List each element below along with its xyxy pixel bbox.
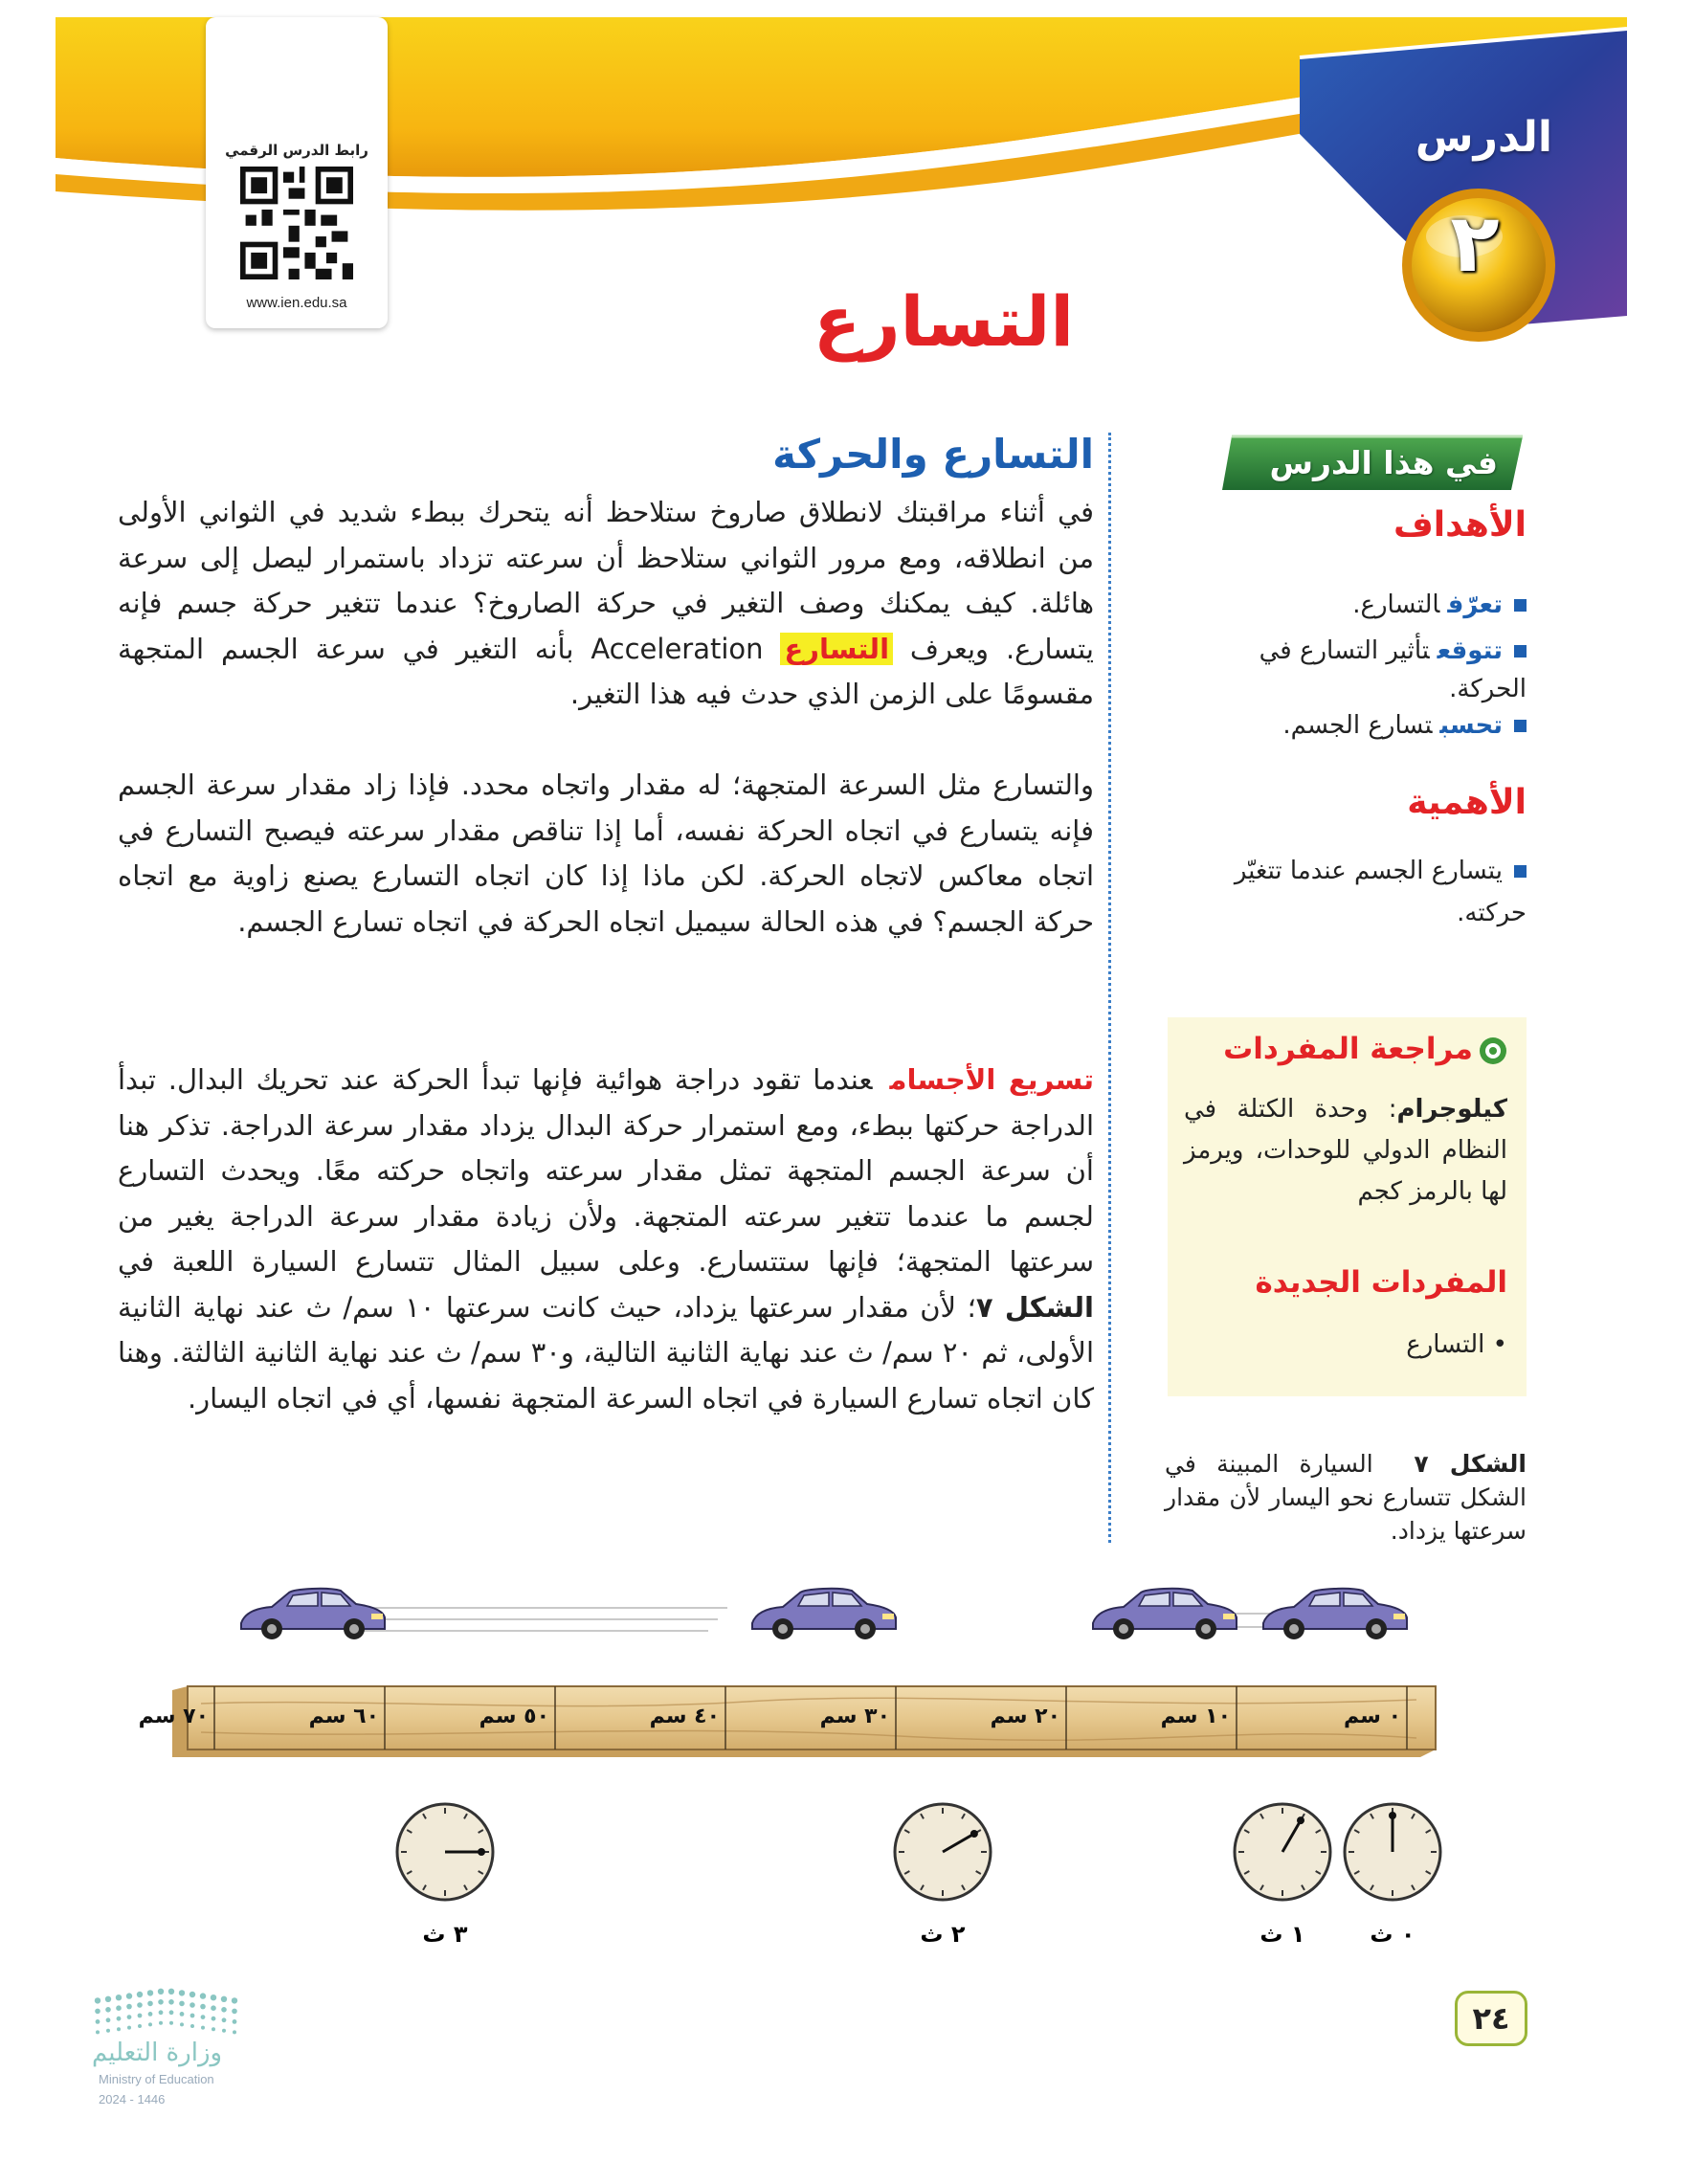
ruler-label: ٢٠ سم bbox=[990, 1705, 1060, 1728]
stopwatch-icon bbox=[895, 1804, 991, 1948]
column-divider bbox=[1108, 433, 1111, 1543]
qr-code-icon[interactable] bbox=[240, 167, 353, 279]
figure-caption: الشكل ٧ السيارة المبينة في الشكل تتسارع نحو اليسار لأن مقدار سرعتها يزداد. bbox=[1165, 1450, 1527, 1545]
bullet-square-icon bbox=[1514, 645, 1527, 657]
lesson-number: ٢ bbox=[1450, 196, 1500, 290]
importance-title: الأهمية bbox=[1407, 783, 1527, 822]
highlighted-term: التسارع bbox=[780, 633, 893, 665]
vocab-review-icon bbox=[1479, 1036, 1507, 1065]
time-label: ١ ث bbox=[1259, 1921, 1305, 1948]
paragraph-1: في أثناء مراقبتك لانطلاق صاروخ ستلاحظ أنه يتحرك ببطء شديد في الثواني الأولى من انطلاقه، ومع مرور الثواني ستلاحظ أن سرعته تزداد باستمرار ليصل إلى سرعة هائلة. كيف يمكنك وصف التغير في حركة الصاروخ؟ عندما تتغير حركة جسم فإنه يتسارع. ويعرف التسارع Acceleration بأنه التغير في سرعة الجسم المتجهة مقسومًا على الزمن الذي حدث فيه هذا التغير. bbox=[118, 496, 1095, 710]
toy-car bbox=[1093, 1589, 1237, 1639]
clocks bbox=[397, 1804, 1440, 1948]
vocab-review-definition: كيلوجرام: وحدة الكتلة في النظام الدولي للوحدات، ويرمز لها بالرمز كجم bbox=[1184, 1095, 1507, 1206]
new-vocab-item: • التسارع bbox=[1406, 1330, 1507, 1359]
toy-car bbox=[1263, 1589, 1407, 1639]
objective-item: تحسبتسارع الجسم. bbox=[1201, 706, 1527, 745]
figure-label: الشكل ٧ bbox=[1414, 1450, 1527, 1478]
time-label: ٣ ث bbox=[422, 1921, 468, 1948]
ruler-label: ١٠ سم bbox=[1160, 1705, 1231, 1728]
ministry-year: 2024 - 1446 bbox=[99, 2092, 166, 2106]
paragraph-lead: تسريع الأجسام bbox=[889, 1063, 1094, 1096]
ministry-name-en: Ministry of Education bbox=[99, 2072, 214, 2086]
ministry-name-ar: وزارة التعليم bbox=[92, 2039, 223, 2067]
ruler-label: ٧٠ سم bbox=[138, 1705, 209, 1728]
page-number: ٢٤ bbox=[1455, 1991, 1527, 2046]
toy-car bbox=[752, 1589, 896, 1639]
section-heading: التسارع والحركة bbox=[772, 431, 1094, 478]
bullet-square-icon bbox=[1514, 720, 1527, 732]
objective-item: تعرّفالتسارع. bbox=[1201, 586, 1527, 624]
ruler-label: ٣٠ سم bbox=[819, 1705, 890, 1728]
stopwatch-icon bbox=[1345, 1804, 1440, 1948]
paragraph-3: تسريع الأجسامعندما تقود دراجة هوائية فإنها تبدأ الحركة عند تحريك البدال. تبدأ الدراجة حركتها ببطء، ومع استمرار حركة البدال يزداد مقدار سرعة الدراجة. تذكر هنا أن سرعة الجسم المتجهة تمثل مقدار سرعته واتجاه حركته معًا. ويحدث التسارع لجسم ما عندما تتغير سرعته المتجهة. ولأن زيادة مقدار سرعة الدراجة يغير من سرعتها المتجهة؛ فإنها ستتسارع. وعلى سبيل المثال تتسارع السيارة اللعبة في الشكل ٧؛ لأن مقدار سرعتها يزداد، حيث كانت سرعتها ١٠ سم/ ث عند نهاية الثانية الأولى، ثم ٢٠ سم/ ث عند نهاية الثانية التالية، و٣٠ سم/ ث عند نهاية الثانية الثالثة. وهنا كان اتجاه تسارع السيارة في اتجاه السرعة المتجهة نفسها، أي في اتجاه اليسار. bbox=[118, 1063, 1095, 1415]
objective-item: تتوقعتأثير التسارع في الحركة. bbox=[1259, 636, 1527, 703]
figure-7 bbox=[138, 1579, 1474, 1981]
ruler-label: ٥٠ سم bbox=[479, 1705, 549, 1728]
qr-card[interactable] bbox=[206, 17, 388, 328]
new-vocab-title: المفردات الجديدة bbox=[1255, 1265, 1507, 1300]
in-this-lesson-label: في هذا الدرس bbox=[1269, 444, 1498, 481]
stopwatch-icon bbox=[397, 1804, 493, 1948]
qr-url[interactable]: www.ien.edu.sa bbox=[246, 295, 347, 311]
ruler-label: ٦٠ سم bbox=[308, 1705, 379, 1728]
lesson-label: الدرس bbox=[1415, 113, 1552, 162]
figure-reference: الشكل ٧ bbox=[975, 1290, 1094, 1324]
ruler-label: ٤٠ سم bbox=[649, 1705, 720, 1728]
paragraph-2: والتسارع مثل السرعة المتجهة؛ له مقدار واتجاه محدد. فإذا زاد مقدار سرعة الجسم فإنه يتسارع في اتجاه الحركة نفسه، أما إذا تناقص مقدار سرعته فيصبح التسارع في اتجاه معاكس لاتجاه الحركة. لكن ماذا إذا كان اتجاه التسارع يصنع زاوية مع اتجاه حركة الجسم؟ في هذه الحالة سيميل اتجاه الحركة في اتجاه تسارع الجسم. bbox=[118, 769, 1094, 938]
bullet-square-icon bbox=[1514, 599, 1527, 612]
importance-item: يتسارع الجسم عندما تتغيّر حركته. bbox=[1234, 857, 1527, 927]
toy-car bbox=[241, 1589, 385, 1639]
time-label: ٠ ث bbox=[1370, 1921, 1415, 1948]
ministry-logo-icon bbox=[84, 1983, 256, 2040]
ruler-label: ٠ سم bbox=[1344, 1705, 1401, 1728]
vocab-review-title: مراجعة المفردات bbox=[1223, 1032, 1507, 1066]
page-title: التسارع bbox=[813, 281, 1074, 362]
qr-caption: رابط الدرس الرقمي bbox=[225, 142, 368, 159]
objectives-title: الأهداف bbox=[1393, 505, 1527, 545]
bullet-square-icon bbox=[1514, 865, 1527, 878]
time-label: ٢ ث bbox=[920, 1921, 966, 1948]
cars bbox=[241, 1589, 1407, 1639]
stopwatch-icon bbox=[1235, 1804, 1330, 1948]
